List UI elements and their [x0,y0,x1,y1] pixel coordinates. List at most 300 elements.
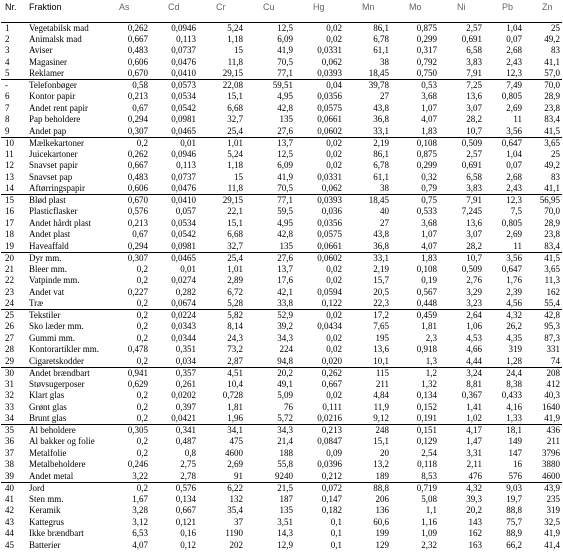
cell-hg: 0,0356 [317,217,342,228]
cell-hg: 0,0847 [317,436,342,447]
cell-mo: 4,07 [421,240,437,251]
row-nr: 35 [1,425,27,437]
cell-cr: 73,2 [227,344,243,355]
cell-cd: 0,0946 [171,148,196,159]
cell-cd: 0,0981 [171,114,196,125]
cell-zn: 331 [546,344,560,355]
cell-as: 0,2 [107,310,156,322]
cell-ni: 162 [468,528,482,539]
cell-cr: 6,68 [227,102,243,113]
cell-zn: 436 [530,425,562,437]
cell-pb: 1,33 [506,413,522,423]
cell-as: 0,667 [127,33,148,44]
cell-as: 3,12 [132,516,148,527]
row-nr: 43 [5,516,14,527]
cell-pb: 11 [513,240,522,251]
row-nr: 42 [5,505,14,516]
cell-hg: 0,02 [301,137,350,149]
row-fraktion: Pap beholdere [29,114,81,125]
cell-ni: 4,17 [445,425,490,437]
cell-mo: 1,07 [421,229,437,240]
cell-pb: 16 [513,459,522,470]
cell-pb: 19,7 [506,493,522,504]
cell-ni: 1,02 [466,413,482,423]
cell-cu: 42,1 [277,286,293,297]
cell-mn: 38 [380,56,389,67]
cell-zn: 83,4 [544,240,560,251]
cell-mn: 7,65 [373,321,389,332]
cell-hg: 0,02 [326,275,342,286]
cell-mn: 6,78 [373,33,389,44]
cell-pb: 8,38 [506,378,522,389]
cell-mn: 4,84 [373,390,389,401]
cell-ni: 1,06 [466,321,482,332]
cell-cd: 0,16 [180,528,196,539]
header-ni: Ni [445,0,490,22]
cell-cr: 1,01 [204,137,251,149]
cell-cd: 0,0344 [171,332,196,343]
fraction-metals-table [1,0,562,551]
row-nr: 26 [5,321,14,332]
cell-zn: 70,0 [530,80,562,92]
cell-as: 0,667 [127,160,148,171]
cell-as: 3,28 [132,505,148,516]
row-fraktion: Grønt glas [29,401,67,412]
cell-mo: 0,32 [421,171,437,182]
cell-mn: 20 [380,447,389,458]
cell-ni: 4,66 [466,344,482,355]
cell-as: 0,2 [107,482,156,494]
cell-cr: 15 [234,45,243,56]
cell-cd: 0,0224 [156,310,204,322]
cell-hg: 0,02 [326,160,342,171]
cell-mo: 0,459 [397,310,445,322]
row-fraktion: Al bakker og folie [29,436,95,447]
cell-zn: 23,8 [544,102,560,113]
cell-cr: 1,96 [227,413,243,423]
cell-cr: 11,8 [227,56,243,67]
row-nr: 37 [5,447,14,458]
row-fraktion: Andet plast [29,229,71,240]
cell-pb: 0,647 [490,137,530,149]
table-row [1,149,562,161]
cell-mn: 211 [375,378,389,389]
cell-hg: 0,0331 [317,171,342,182]
cell-as: 0,294 [127,114,148,125]
cell-cr: 91 [234,470,243,481]
table-row [1,436,562,448]
cell-cu: 12,5 [277,148,293,159]
cell-cr: 37 [234,516,243,527]
cell-zn: 41,1 [544,183,560,193]
table-row [1,114,562,126]
cell-mn: 129 [375,539,389,550]
cell-cu: 34,3 [251,425,301,437]
cell-zn: 55,4 [544,298,560,308]
cell-cr: 6,22 [204,482,251,494]
row-nr: 16 [5,206,14,217]
cell-cr: 5,24 [227,22,243,33]
cell-hg: 0,212 [321,470,342,481]
cell-mn: 27 [380,217,389,228]
row-fraktion: Haveaffald [29,240,69,251]
header-as: As [107,0,156,22]
cell-mo: 1,2 [397,367,445,379]
header-pb: Pb [490,0,530,22]
cell-cd: 0,0534 [171,217,196,228]
cell-mo: 0,191 [416,413,437,423]
cell-mo: 0,152 [416,401,437,412]
cell-mo: 0,75 [397,195,445,207]
cell-cd: 0,12 [180,539,196,550]
cell-hg: 0,062 [321,56,342,67]
cell-cd: 0,0737 [171,171,196,182]
row-nr: 34 [5,413,14,423]
cell-mo: 1,83 [397,252,445,264]
row-nr: 27 [5,332,14,343]
cell-zn: 41,9 [544,528,560,539]
cell-zn: 56,95 [530,195,562,207]
cell-cd: 0,0465 [156,252,204,264]
cell-ni: 3,07 [466,102,482,113]
cell-zn: 1640 [542,401,560,412]
header-fraktion: Fraktion [27,0,107,22]
row-nr: 32 [5,390,14,401]
table-row [1,540,562,552]
cell-cr: 22,08 [204,80,251,92]
cell-hg: 0,02 [326,148,342,159]
row-fraktion: Blød plast [27,195,107,207]
row-fraktion: Bleer mm. [29,263,67,274]
cell-mo: 2,54 [421,447,437,458]
row-nr: 6 [5,91,10,102]
cell-mn: 36,8 [373,114,389,125]
cell-as: 0,2 [136,413,148,423]
cell-zn: 95,3 [544,321,560,332]
cell-pb: 319 [508,344,522,355]
cell-cr: 1,01 [227,263,243,274]
cell-pb: 66,2 [506,539,522,550]
cell-cr: 1,18 [227,33,243,44]
row-fraktion: Gummi mm. [29,332,76,343]
cell-zn: 83 [551,45,560,56]
table-row [1,321,562,333]
cell-hg: 0,02 [326,390,342,401]
cell-cu: 17,6 [277,275,293,286]
cell-zn: 42,8 [530,310,562,322]
row-fraktion: Dyr mm. [27,252,107,264]
cell-hg: 0,09 [326,447,342,458]
cell-zn: 3880 [542,459,560,470]
cell-cd: 2,75 [180,459,196,470]
cell-hg: 0,02 [301,310,350,322]
row-fraktion: Jord [27,482,107,494]
cell-zn: 23,8 [544,229,560,240]
cell-mn: 2,19 [350,137,397,149]
cell-pb: 1,76 [506,275,522,286]
cell-mn: 9,12 [373,413,389,423]
cell-ni: 1,41 [466,401,482,412]
cell-hg: 0,02 [326,344,342,355]
cell-hg: 0,0393 [317,68,342,78]
cell-cd: 0,667 [175,505,196,516]
cell-ni: 8,81 [466,378,482,389]
cell-cr: 15,1 [227,217,243,228]
cell-ni: 13,6 [466,217,482,228]
table-row [1,471,562,483]
cell-mn: 36,8 [373,240,389,251]
cell-ni: 3,83 [466,183,482,193]
cell-pb: 9,03 [490,482,530,494]
cell-ni: 163 [468,539,482,550]
cell-mo: 5,08 [421,493,437,504]
cell-mo: 0,792 [416,56,437,67]
cell-mn: 60,6 [373,516,389,527]
cell-cd: 0,113 [176,33,196,44]
cell-zn: 162 [546,286,560,297]
cell-pb: 2,69 [506,229,522,240]
cell-mn: 33,1 [350,252,397,264]
cell-hg: 0,0216 [317,413,342,423]
table-row [1,22,562,34]
table-row [1,287,562,299]
cell-cr: 29,15 [204,195,251,207]
header-row [1,0,562,22]
row-nr: 36 [5,436,14,447]
cell-ni: 2,64 [445,310,490,322]
cell-cr: 5,24 [227,148,243,159]
table-row [1,91,562,103]
cell-mn: 40 [380,206,389,217]
table-row [1,356,562,368]
cell-zn: 43,9 [530,482,562,494]
cell-mn: 86,1 [373,148,389,159]
cell-zn: 49,2 [544,33,560,44]
cell-hg: 0,0602 [301,252,350,264]
row-nr: 7 [5,102,10,113]
cell-pb: 3,56 [490,252,530,264]
cell-mo: 1,81 [421,321,437,332]
header-mo: Mo [397,0,445,22]
row-nr: 19 [5,240,14,251]
row-nr: 23 [5,286,14,297]
cell-pb: 75,7 [506,516,522,527]
cell-mo: 0,299 [416,160,437,171]
cell-pb: 0,805 [501,91,522,102]
header-mn: Mn [350,0,397,22]
cell-pb: 4,56 [506,298,522,308]
row-nr: 41 [5,493,14,504]
cell-mn: 88,8 [350,482,397,494]
row-fraktion: Ikke brændbart [29,528,84,539]
cell-pb: 0,07 [506,160,522,171]
cell-cu: 34,3 [277,332,293,343]
cell-as: 0,67 [132,102,148,113]
cell-cr: 1,81 [227,401,243,412]
cell-mn: 39,78 [350,80,397,92]
cell-cd: 0,0410 [156,195,204,207]
cell-cu: 41,9 [277,171,293,182]
cell-cu: 27,6 [251,252,301,264]
cell-cr: 22,1 [227,206,243,217]
cell-cu: 13,7 [251,137,301,149]
cell-cu: 21,5 [251,482,301,494]
cell-mn: 195 [375,332,389,343]
cell-ni: 10,7 [466,125,482,136]
row-fraktion: Andet metal [29,470,74,481]
cell-zn: 25 [551,22,560,33]
table-row [1,206,562,218]
cell-cr: 8,14 [227,321,243,332]
cell-pb: 2,69 [506,102,522,113]
cell-cu: 188 [279,447,293,458]
cell-mo: 8,53 [421,470,437,481]
cell-zn: 208 [530,367,562,379]
cell-as: 0,2 [136,321,148,332]
row-nr: 28 [5,344,14,355]
cell-ni: 476 [468,470,482,481]
cell-cu: 39,2 [277,321,293,332]
table-body [1,22,562,551]
table-row [1,333,562,345]
row-fraktion: Animalsk mad [29,33,82,44]
cell-hg: 0,0661 [317,240,342,251]
cell-cd: 0,0421 [171,413,196,423]
row-fraktion: Vatpinde mm. [29,275,80,286]
cell-cr: 132 [229,493,243,504]
cell-mo: 1,16 [421,516,437,527]
cell-hg: 0,0575 [317,102,342,113]
cell-cd: 0,341 [156,425,204,437]
cell-hg: 0,147 [321,493,342,504]
cell-as: 0,670 [127,68,148,78]
cell-pb: 149 [508,436,522,447]
table-row [1,80,562,92]
cell-cd: 0,0343 [171,321,196,332]
row-fraktion: Kattegrus [29,516,64,527]
row-fraktion: Klart glas [29,390,65,401]
cell-cd: 0,121 [175,516,196,527]
cell-cu: 4,95 [277,217,293,228]
row-fraktion: Mælkekartoner [27,137,107,149]
cell-cu: 77,1 [277,68,293,78]
row-fraktion: Sko læder mm. [29,321,84,332]
cell-zn: 28,9 [544,91,560,102]
cell-as: 0,213 [127,91,148,102]
row-fraktion: Telefonbøger [27,80,107,92]
cell-cu: 21,4 [277,436,293,447]
row-nr: 30 [1,367,27,379]
cell-pb: 2,68 [506,45,522,56]
cell-zn: 211 [546,436,560,447]
cell-cd: 0,0476 [171,56,196,67]
cell-cd: 0,034 [175,355,196,366]
cell-pb: 1,04 [506,148,522,159]
cell-cu: 13,7 [277,263,293,274]
cell-zn: 3796 [542,447,560,458]
cell-pb: 0,805 [501,217,522,228]
row-fraktion: Vegetabilsk mad [29,22,89,33]
row-nr: 25 [1,310,27,322]
cell-mo: 2,32 [421,539,437,550]
cell-hg: 0,213 [301,425,350,437]
cell-as: 0,307 [107,252,156,264]
cell-cr: 35,4 [227,505,243,516]
cell-ni: 1,47 [466,436,482,447]
table-row [1,425,562,437]
cell-mn: 86,1 [373,22,389,33]
table-header [1,0,562,22]
table-row [1,252,562,264]
cell-mo: 0,129 [416,436,437,447]
cell-mo: 0,118 [417,459,437,470]
row-fraktion: Andet hårdt plast [29,217,91,228]
cell-cd: 0,0946 [171,22,196,33]
row-nr: 10 [1,137,27,149]
cell-mn: 206 [375,493,389,504]
cell-as: 0,2 [107,137,156,149]
cell-cr: 2,69 [227,459,243,470]
cell-cu: 6,09 [277,33,293,44]
cell-hg: 0,0331 [317,45,342,56]
cell-cu: 49,1 [277,378,293,389]
cell-cu: 20,2 [251,367,301,379]
cell-as: 0,483 [127,45,148,56]
cell-as: 0,2 [136,390,148,401]
cell-pb: 1,04 [506,22,522,33]
cell-cu: 135 [279,240,293,251]
cell-cu: 70,5 [277,56,293,67]
cell-cr: 0,728 [222,390,243,401]
header-cu: Cu [251,0,301,22]
cell-as: 0,2 [136,298,148,308]
cell-cr: 34,1 [204,425,251,437]
cell-ni: 7,91 [445,195,490,207]
cell-hg: 0,1 [330,516,342,527]
cell-ni: 3,23 [466,298,482,308]
row-nr: 45 [5,539,14,550]
cell-mn: 27 [380,91,389,102]
row-fraktion: Aviser [29,45,53,56]
cell-hg: 0,0661 [317,114,342,125]
cell-zn: 32,5 [544,516,560,527]
cell-pb: 576 [508,470,522,481]
cell-cr: 29,15 [222,68,243,78]
cell-mn: 61,1 [373,45,389,56]
cell-mn: 15,7 [373,275,389,286]
row-nr: 17 [5,217,14,228]
row-fraktion: Snavset papir [29,160,78,171]
cell-cu: 52,9 [251,310,301,322]
cell-ni: 7,25 [445,80,490,92]
cell-cr: 25,4 [227,125,243,136]
row-nr: 21 [5,263,14,274]
cell-hg: 0,667 [321,378,342,389]
cell-pb: 7,5 [510,206,522,217]
row-nr: 39 [5,470,14,481]
table-row [1,448,562,460]
row-fraktion: Andet rent papir [29,102,88,113]
cell-cd: 0,261 [175,378,196,389]
row-fraktion: Keramik [29,505,61,516]
cell-as: 0,2 [136,401,148,412]
table-row [1,160,562,172]
cell-mn: 248 [350,425,397,437]
cell-cr: 6,68 [227,229,243,240]
cell-zn: 41,1 [544,56,560,67]
table-row [1,298,562,310]
cell-ni: 10,7 [445,252,490,264]
